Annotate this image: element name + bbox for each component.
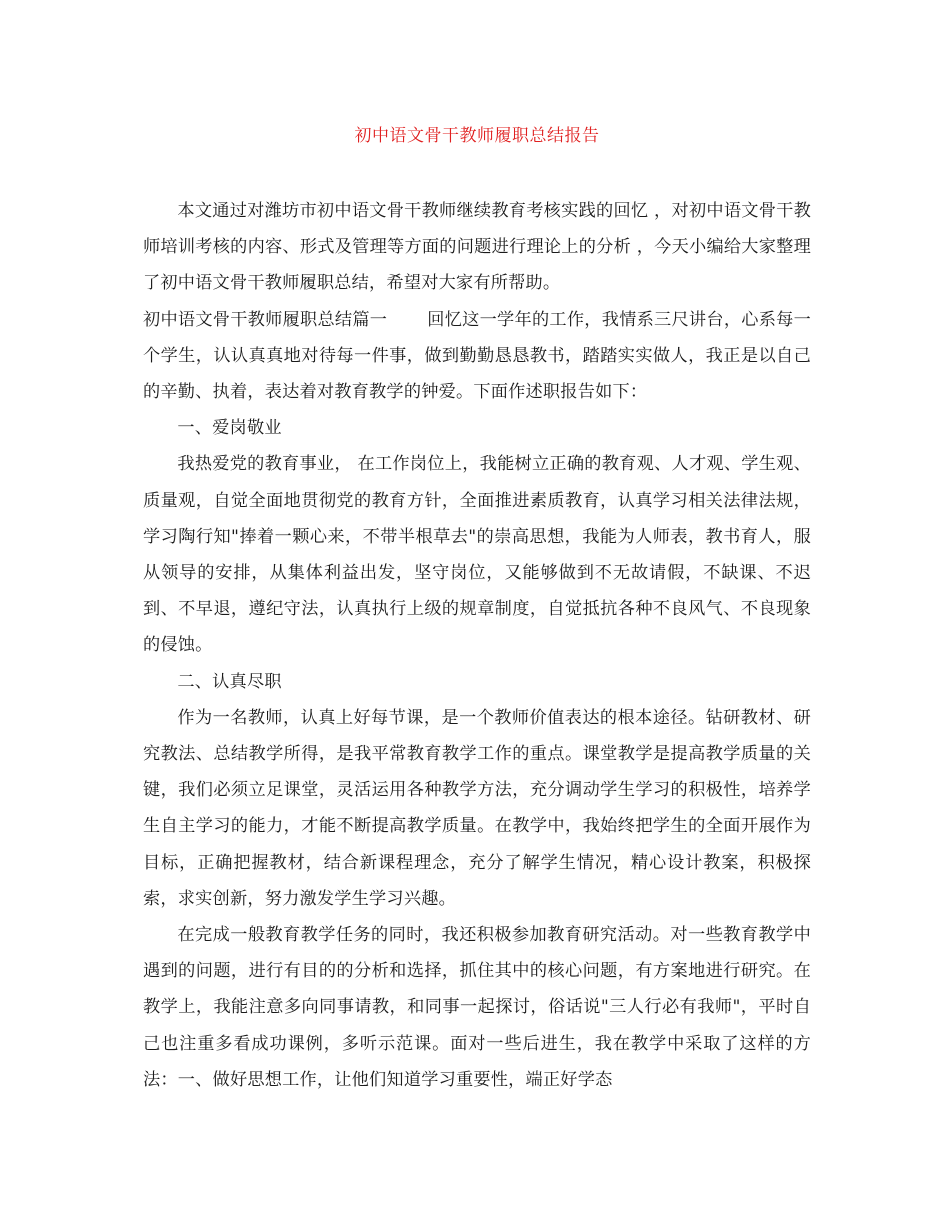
part-text: 回忆这一学年的工作，我情系三尺讲台，心系每一个学生，认认真真地对待每一件事，做到勤勤恳恳教书，踏踏实实做人，我正是以自己的辛勤、执着，表达着对教育教学的钟爱。下面作述职报告如下： (143, 309, 811, 403)
document-body (143, 193, 811, 1098)
section2-heading: 二、认真尽职 (177, 671, 282, 692)
intro-paragraph: 本文通过对潍坊市初中语文骨干教师继续教育考核实践的回忆 ，对初中语文骨干教师培训考核的内容、形式及管理等方面的问题进行理论上的分析 ，今天小编给大家整理了初中语文骨干教师履职总结，希望对大家有所帮助。 (143, 201, 811, 294)
section2-paragraph-1: 作为一名教师，认真上好每节课，是一个教师价值表达的根本途径。钻研教材、研究教法、总结教学所得，是我平常教育教学工作的重点。课堂教学是提高教学质量的关键，我们必须立足课堂，灵活运用各种教学方法，充分调动学生学习的积极性，培养学生自主学习的能力，才能不断提高教学质量。在教学中，我始终把学生的全面开展作为目标，正确把握教材，结合新课程理念，充分了解学生情况，精心设计教案，积极探索，求实创新，努力激发学生学习兴趣。 (143, 707, 811, 909)
part-heading: 初中语文骨干教师履职总结篇一 (143, 309, 388, 330)
section2-paragraph-2: 在完成一般教育教学任务的同时，我还积极参加教育研究活动。对一些教育教学中遇到的问题，进行有目的的分析和选择，抓住其中的核心问题，有方案地进行研究。在教学上，我能注意多向同事请教，和同事一起探讨，俗话说"三人行必有我师"，平时自己也注重多看成功课例，多听示范课。面对一些后进生，我在教学中采取了这样的方法：一、做好思想工作，让他们知道学习重要性，端正好学态 (143, 925, 811, 1090)
section1-heading: 一、爱岗敬业 (177, 418, 282, 439)
part-paragraph (143, 302, 811, 411)
section1-paragraph: 我热爱党的教育事业， 在工作岗位上，我能树立正确的教育观、人才观、学生观、质量观，自觉全面地贯彻党的教育方针，全面推进素质教育，认真学习相关法律法规，学习陶行知"捧着一颗心来，不带半根草去"的崇高思想，我能为人师表，教书育人，服从领导的安排，从集体利益出发，坚守岗位，又能够做到不无故请假，不缺课、不迟到、不早退，遵纪守法，认真执行上级的规章制度，自觉抵抗各种不良风气、不良现象的侵蚀。 (143, 454, 811, 656)
document-title: 初中语文骨干教师履职总结报告 (354, 126, 600, 146)
